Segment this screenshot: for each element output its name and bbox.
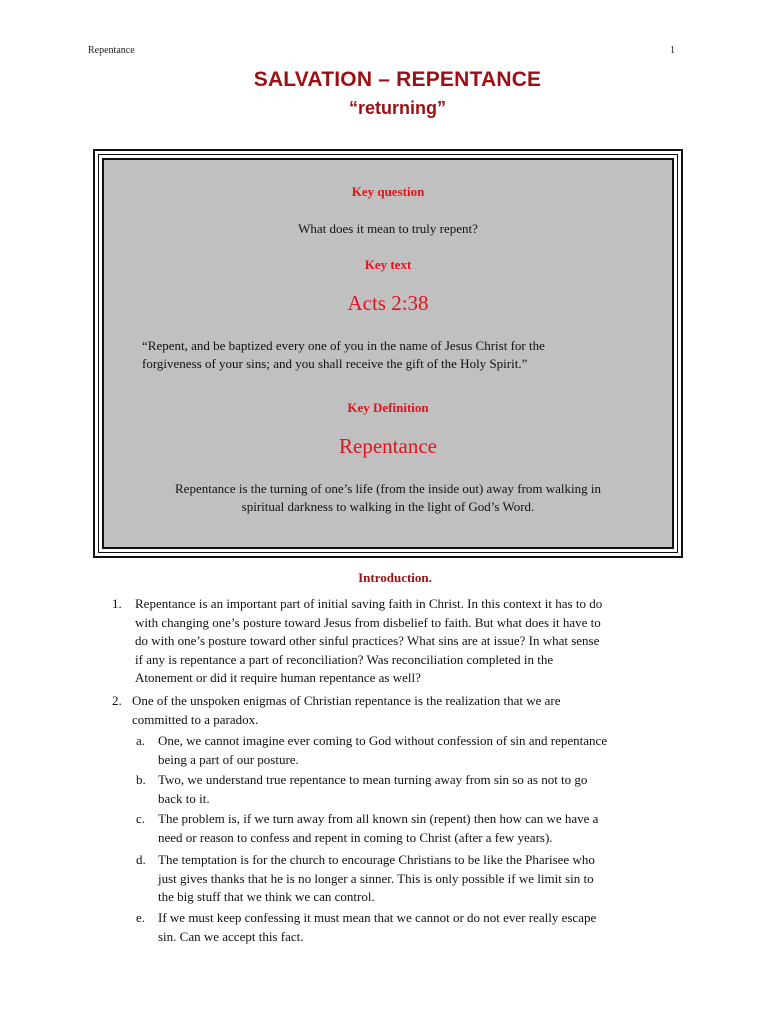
- verse-line: “Repent, and be baptized every one of you in the name of Jesus Christ for the: [142, 338, 545, 353]
- sub-list-item-text: [158, 810, 688, 847]
- page-subtitle: “returning”: [349, 98, 446, 118]
- key-text-verse: [142, 337, 634, 373]
- list-item-number: 2.: [112, 693, 122, 708]
- text-line: need or reason to confess and repent in coming to Christ (after a few years).: [158, 829, 553, 845]
- sub-list-item-text: [158, 851, 688, 907]
- list-item-number: 1.: [112, 596, 122, 611]
- page-title: SALVATION – REPENTANCE: [253, 68, 542, 91]
- text-line: The temptation is for the church to encourage Christians to be like the Pharisee who: [158, 852, 595, 867]
- text-line: the big stuff that we think we can control.: [158, 889, 375, 904]
- key-text-heading: Key text: [364, 257, 412, 272]
- key-definition-heading: Key Definition: [347, 400, 429, 415]
- text-line: The problem is, if we turn away from all known sin (repent) then how can we have a: [158, 811, 599, 826]
- sub-list-item-letter: c.: [136, 811, 146, 826]
- key-text-reference: Acts 2:38: [347, 291, 429, 315]
- text-line: back to it.: [158, 790, 210, 806]
- text-line: committed to a paradox.: [132, 711, 259, 727]
- key-box-panel: [102, 158, 674, 549]
- verse-line: forgiveness of your sins; and you shall receive the gift of the Holy Spirit.”: [142, 356, 528, 371]
- introduction-heading: Introduction.: [358, 570, 432, 585]
- key-box: [93, 149, 683, 558]
- text-line: If we must keep confessing it must mean that we cannot or do not ever really escape: [158, 910, 597, 925]
- key-box-inner-frame: [98, 154, 678, 553]
- list-item-text: [132, 692, 682, 729]
- text-line: One, we cannot imagine ever coming to God without confession of sin and repentance: [158, 733, 608, 748]
- text-line: being a part of our posture.: [158, 751, 299, 767]
- sub-list-item-text: [158, 732, 688, 769]
- text-line: if any is repentance a part of reconciliation? Was reconciliation completed in the: [135, 651, 554, 667]
- text-line: sin. Can we accept this fact.: [158, 928, 304, 944]
- sub-list-item-text: [158, 771, 688, 808]
- sub-list-item-letter: a.: [136, 733, 146, 748]
- key-question-text: What does it mean to truly repent?: [298, 221, 478, 236]
- page-number: 1: [670, 45, 675, 56]
- text-line: One of the unspoken enigmas of Christian repentance is the realization that we are: [132, 693, 561, 708]
- sub-list-item-text: [158, 909, 688, 946]
- text-line: Atonement or did it require human repentance as well?: [135, 670, 421, 685]
- key-definition-text: [134, 480, 642, 516]
- sub-list-item-letter: b.: [136, 772, 146, 787]
- sub-list-item-letter: d.: [136, 852, 146, 867]
- key-question-heading: Key question: [351, 184, 425, 199]
- definition-line: spiritual darkness to walking in the light of God’s Word.: [241, 499, 535, 514]
- text-line: Repentance is an important part of initial saving faith in Christ. In this context it has to do: [135, 596, 603, 611]
- text-line: Two, we understand true repentance to mean turning away from sin so as not to go: [158, 772, 588, 787]
- list-item-text: [135, 595, 685, 688]
- running-header-title: Repentance: [88, 45, 135, 56]
- sub-list-item-letter: e.: [136, 910, 146, 925]
- key-definition-term: Repentance: [339, 434, 437, 458]
- text-line: just gives thanks that he is no longer a sinner. This is only possible if we limit sin to: [158, 870, 594, 886]
- definition-line: Repentance is the turning of one’s life (from the inside out) away from walking in: [175, 481, 601, 496]
- text-line: do with one’s posture toward other sinful practices? What sins are at issue? In what sense: [135, 633, 600, 648]
- text-line: with changing one’s posture toward Jesus from disbelief to faith. But what does it have to: [135, 614, 601, 630]
